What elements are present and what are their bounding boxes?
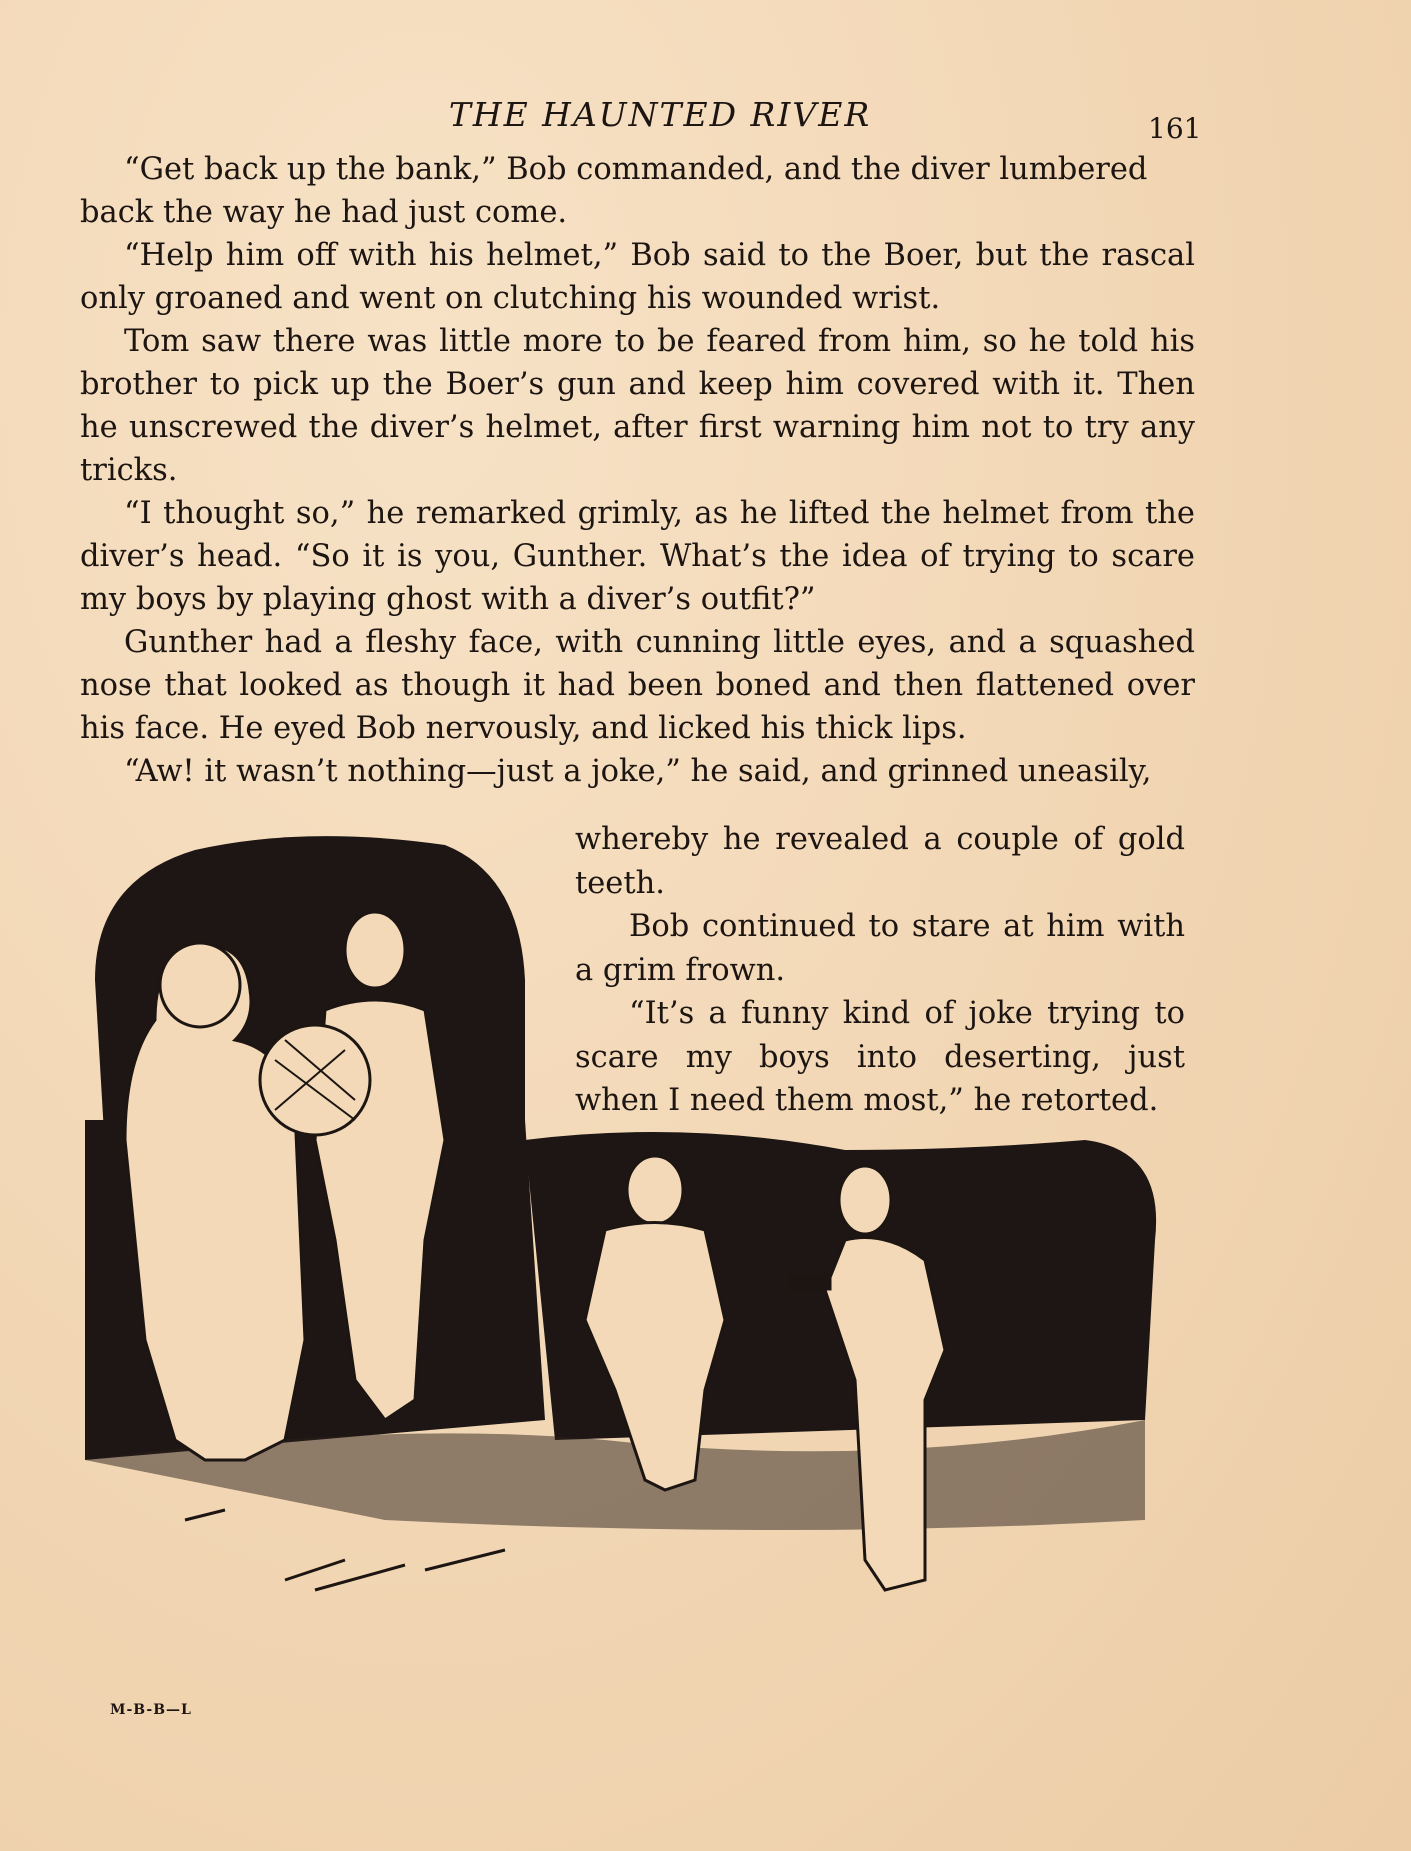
page-number: 161 — [1148, 112, 1202, 145]
paragraph: “It’s a funny kind of joke trying to scare my boys into deserting, just when I need them most,” he retorted. — [575, 996, 1185, 1118]
paragraph: back the way he had just come. — [80, 195, 568, 230]
running-head: THE HAUNTED RIVER — [448, 95, 872, 134]
paragraph: whereby he revealed a couple of gold teeth. — [575, 822, 1185, 901]
paragraph: “Get back up the bank,” Bob commanded, and the diver lumbered — [124, 152, 1148, 187]
paragraph: “Help him off with his helmet,” Bob said to the Boer, but the rascal only groaned and went on clutching his wounded wrist. — [80, 238, 1195, 316]
paragraph: “I thought so,” he remarked grimly, as he lifted the helmet from the diver’s head. “So it is you, Gunther. What’s the idea of trying to scare my boys by playing ghost with a diver’s outfit?” — [80, 496, 1195, 617]
paragraph: “Aw! it wasn’t nothing—just a joke,” he said, and grinned uneasily, — [124, 754, 1152, 789]
paragraph: Tom saw there was little more to be feared from him, so he told his brother to pick up the Boer’s gun and keep him covered with it. Then he unscrewed the diver’s helmet, after first warning him not to try any tricks. — [80, 324, 1195, 488]
main-text — [80, 148, 1195, 793]
paragraph: Bob continued to stare at him with a grim frown. — [575, 909, 1185, 988]
printer-signature: M-B-B—L — [110, 1702, 192, 1718]
paragraph: Gunther had a fleshy face, with cunning little eyes, and a squashed nose that looked as though it had been boned and then flattened over his face. He eyed Bob nervously, and licked his thick lips. — [80, 625, 1195, 746]
illustration — [85, 820, 1165, 1680]
